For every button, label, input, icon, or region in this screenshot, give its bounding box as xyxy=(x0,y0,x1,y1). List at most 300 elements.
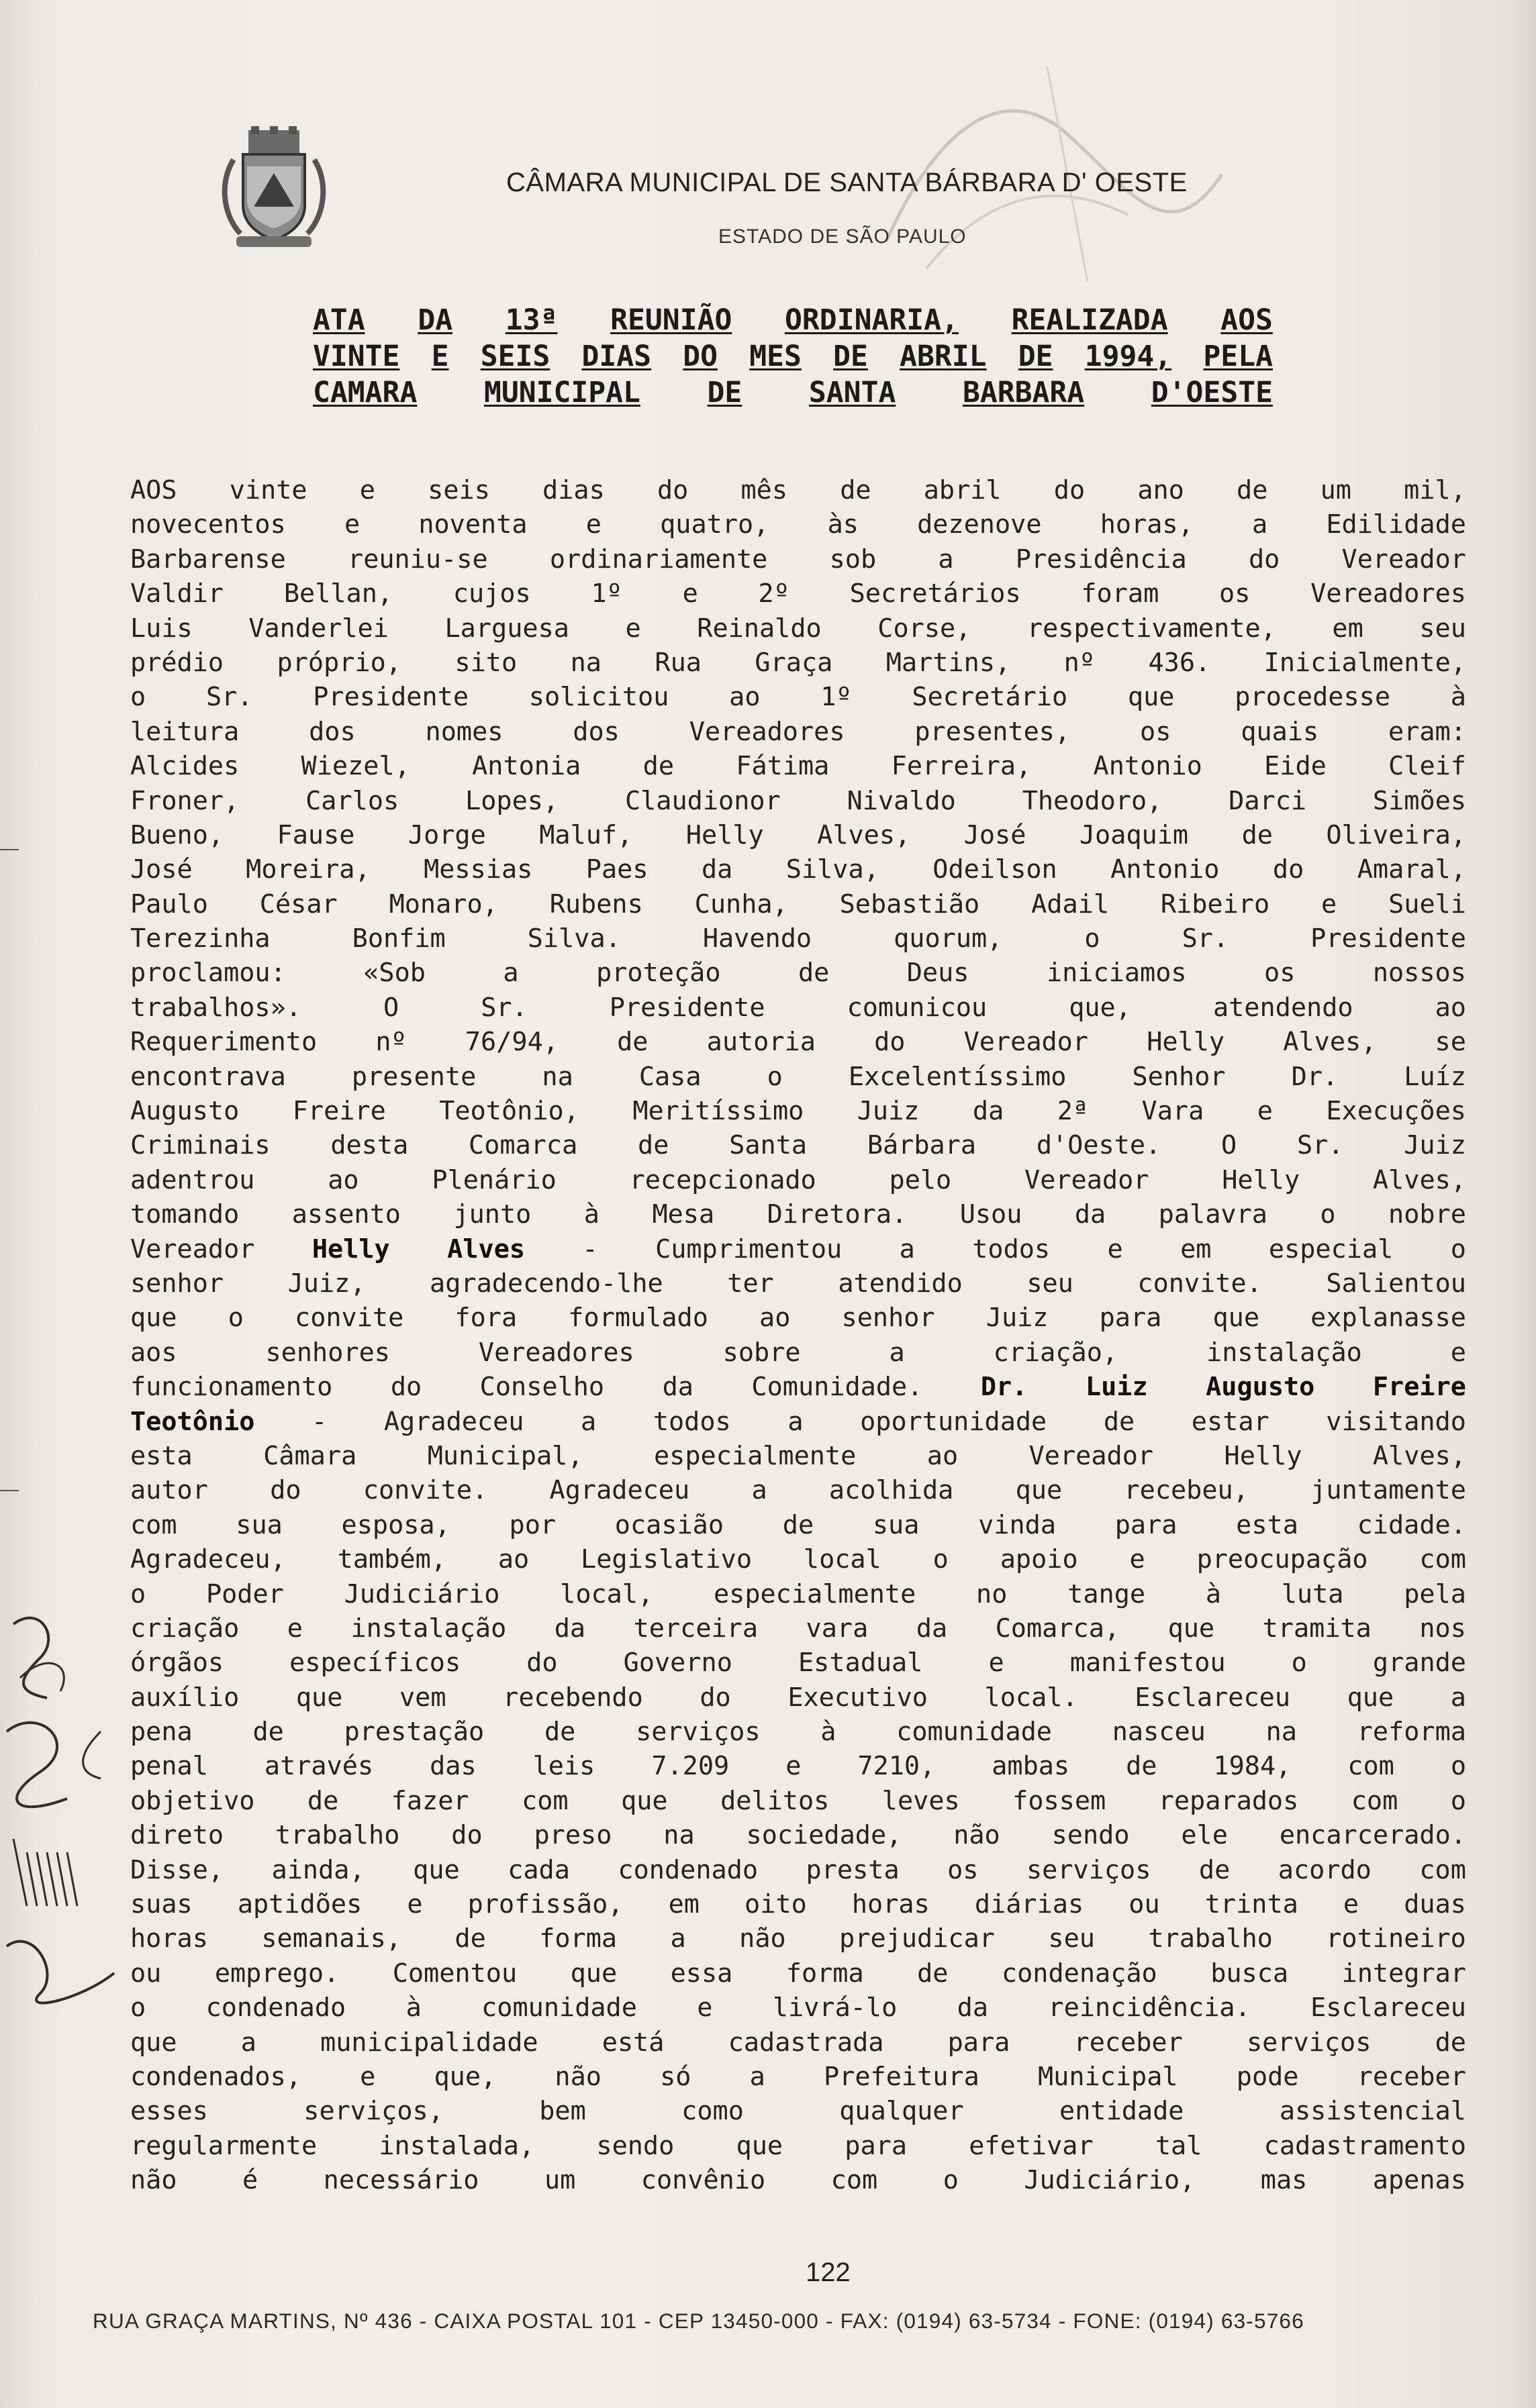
body-word: em xyxy=(1180,1234,1212,1264)
body-word: prestação xyxy=(344,1717,485,1748)
body-word: Esclareceu xyxy=(1310,1993,1466,2023)
body-word: autoria xyxy=(706,1027,816,1058)
body-word: Vereadores xyxy=(1310,579,1466,609)
body-word: que xyxy=(1127,682,1175,713)
body-word: Alves, xyxy=(817,819,911,850)
body-line xyxy=(130,1060,1466,1094)
body-word: Execuções xyxy=(1326,1096,1466,1127)
body-word: Juiz xyxy=(1404,1130,1466,1161)
body-word: seu xyxy=(1026,1268,1073,1299)
body-word: não xyxy=(739,1923,786,1954)
body-word: objetivo xyxy=(130,1785,255,1816)
body-word: aos xyxy=(130,1337,177,1368)
body-word: forma xyxy=(539,1923,618,1954)
body-word: eram: xyxy=(1388,716,1466,747)
body-word: Wiezel, xyxy=(301,751,410,782)
body-word: a xyxy=(581,1406,597,1437)
body-word: Judiciário, xyxy=(1024,2165,1196,2196)
body-word: esposa, xyxy=(341,1509,450,1540)
body-word: Valdir xyxy=(130,579,224,609)
body-word: quatro, xyxy=(660,509,769,540)
body-word: ele xyxy=(1181,1820,1228,1851)
body-word: Dr. xyxy=(980,1372,1028,1403)
body-word: José xyxy=(963,819,1026,850)
title-word: SEIS xyxy=(480,340,550,373)
body-word: Luis xyxy=(130,613,193,644)
body-word: ainda, xyxy=(271,1854,365,1885)
body-word: Antonio xyxy=(1110,854,1220,885)
body-word: Ribeiro xyxy=(1160,889,1270,919)
body-word: cada xyxy=(508,1854,570,1885)
body-word: dezenove xyxy=(917,509,1042,540)
body-word: do xyxy=(874,1027,906,1058)
body-line xyxy=(130,784,1466,818)
body-word: O xyxy=(383,992,399,1023)
body-word: preocupação xyxy=(1196,1544,1368,1575)
body-word: Alves xyxy=(447,1234,526,1264)
body-word: ano xyxy=(1137,475,1184,505)
body-line xyxy=(130,1370,1466,1404)
body-word: Monaro, xyxy=(389,889,498,919)
body-word: atendido xyxy=(838,1268,963,1299)
body-word: a xyxy=(503,958,519,989)
body-word: como xyxy=(681,2096,744,2127)
body-word: de xyxy=(1435,2027,1466,2058)
body-word: a xyxy=(889,1337,905,1368)
body-word: que xyxy=(1347,1682,1394,1713)
title-word: D'OESTE xyxy=(1151,376,1273,409)
body-word: Carlos xyxy=(305,785,399,816)
body-word: esses xyxy=(130,2096,208,2127)
body-word: do xyxy=(1248,544,1280,574)
body-word: Comarca xyxy=(469,1130,578,1161)
body-word: Bárbara xyxy=(867,1130,977,1161)
body-word: Casa xyxy=(638,1061,702,1092)
body-word: terceira xyxy=(633,1613,759,1644)
body-line xyxy=(130,1956,1466,1991)
body-line xyxy=(130,507,1466,542)
body-word: especial xyxy=(1268,1234,1394,1264)
body-word: Cumprimentou xyxy=(655,1234,843,1264)
body-word: que xyxy=(130,1303,177,1334)
body-word: Juiz xyxy=(857,1096,920,1127)
title-word: BARBARA xyxy=(962,376,1085,409)
body-word: 2ª xyxy=(1057,1096,1089,1127)
title-word: ATA xyxy=(313,303,365,337)
body-word: instalada, xyxy=(379,2130,535,2161)
address-footer: RUA GRAÇA MARTINS, Nº 436 - CAIXA POSTAL 101 - CEP 13450-000 - FAX: (0194) 63-5734 - FONE: (0194) 63-5766 xyxy=(93,2309,1304,2333)
body-word: 7210, xyxy=(857,1751,936,1782)
title-word: 1994, xyxy=(1084,340,1172,373)
title-word: DE xyxy=(1018,340,1053,373)
body-word: nos xyxy=(1419,1613,1466,1644)
body-word: abril xyxy=(923,475,1002,505)
body-word: recebendo xyxy=(503,1682,643,1713)
body-word: Sr. xyxy=(205,682,253,713)
body-word: reforma xyxy=(1357,1717,1466,1748)
body-line xyxy=(130,1266,1466,1301)
body-word: integrar xyxy=(1341,1958,1466,1989)
body-word: Antonio xyxy=(1093,751,1202,782)
body-word: assento xyxy=(291,1199,401,1230)
body-word: penal xyxy=(130,1751,208,1782)
body-word: leves xyxy=(881,1785,960,1816)
body-word: efetivar xyxy=(969,2130,1094,2161)
body-line xyxy=(130,1336,1466,1370)
body-word: da xyxy=(957,1993,989,2023)
body-word: Vereador xyxy=(963,1027,1089,1058)
body-word: pelo xyxy=(889,1164,952,1195)
body-word: de xyxy=(544,1717,576,1748)
body-word: dos xyxy=(309,716,356,747)
body-word: assistencial xyxy=(1279,2096,1466,2127)
body-word: a xyxy=(1450,1682,1466,1713)
body-word: Alves, xyxy=(1283,1027,1377,1058)
body-word: do xyxy=(526,1648,558,1678)
minutes-body xyxy=(130,473,1466,2198)
page-number: 122 xyxy=(806,2258,851,2287)
body-word: auxílio xyxy=(130,1682,240,1713)
body-line xyxy=(130,1128,1466,1162)
body-word: sendo xyxy=(1051,1820,1130,1851)
body-word: palavra xyxy=(1158,1199,1267,1230)
body-word: ao xyxy=(926,1440,959,1471)
body-word: não xyxy=(953,1820,1000,1851)
body-word: Moreira, xyxy=(246,854,371,885)
body-word: Presidente xyxy=(1310,923,1466,954)
body-word: Cleif xyxy=(1388,751,1466,782)
body-word: Fause xyxy=(277,819,355,850)
title-word: CAMARA xyxy=(313,376,418,409)
title-word: DE xyxy=(833,340,868,373)
body-word: o xyxy=(1084,923,1100,954)
body-word: sociedade, xyxy=(746,1820,902,1851)
body-word: o xyxy=(1450,1785,1466,1816)
body-word: da xyxy=(701,854,733,885)
body-word: do xyxy=(390,1372,422,1403)
body-word: Agradeceu xyxy=(383,1406,524,1437)
body-line xyxy=(130,1197,1466,1232)
body-word: da xyxy=(554,1613,586,1644)
body-word: Santa xyxy=(729,1130,808,1161)
body-word: Havendo xyxy=(702,923,812,954)
body-word: emprego. xyxy=(214,1958,340,1989)
body-word: às xyxy=(827,509,859,540)
body-word: Judiciário xyxy=(344,1578,500,1609)
title-word: ABRIL xyxy=(900,340,987,373)
title-word: DO xyxy=(683,340,718,373)
body-word: da xyxy=(916,1613,948,1644)
body-word: Rubens xyxy=(549,889,643,919)
body-word: necessário xyxy=(323,2165,479,2196)
body-word: quorum, xyxy=(894,923,1003,954)
body-word: senhores xyxy=(265,1337,390,1368)
body-line xyxy=(130,2129,1466,2163)
body-word: Comarca, xyxy=(995,1613,1120,1644)
body-word: de xyxy=(840,475,871,505)
body-word: Sueli xyxy=(1388,889,1466,919)
body-word: presentes, xyxy=(914,716,1071,747)
body-word: Agradeceu xyxy=(549,1475,690,1506)
body-word: Estadual xyxy=(798,1648,923,1678)
body-word: condenação xyxy=(1001,1958,1157,1989)
body-word: bem xyxy=(539,2096,586,2127)
body-word: o xyxy=(130,1578,146,1609)
body-word: Conselho xyxy=(479,1372,605,1403)
body-word: de xyxy=(782,1509,814,1540)
body-word: Alcides xyxy=(130,751,240,782)
body-word: Juiz, xyxy=(287,1268,366,1299)
body-word: trinta xyxy=(1204,1889,1298,1920)
body-word: reparados xyxy=(1158,1785,1299,1816)
body-word: cidade. xyxy=(1357,1509,1466,1540)
body-word: e xyxy=(1321,889,1337,919)
body-word: César xyxy=(259,889,338,919)
body-word: de xyxy=(798,958,830,989)
body-word: novecentos xyxy=(130,509,286,540)
body-word: sob xyxy=(829,544,877,574)
title-word: REUNIÃO xyxy=(610,303,732,337)
body-word: Sebastião xyxy=(839,889,980,919)
body-word: com xyxy=(1419,1854,1466,1885)
body-word: criação, xyxy=(993,1337,1118,1368)
body-word: Helly xyxy=(1224,1440,1302,1471)
body-word: - xyxy=(311,1406,328,1437)
body-word: Eide xyxy=(1264,751,1327,782)
body-word: Luiz xyxy=(1085,1372,1148,1403)
body-word: vem xyxy=(399,1682,446,1713)
body-word: esta xyxy=(130,1440,193,1471)
body-word: Vereador xyxy=(1028,1440,1154,1471)
body-word: Augusto xyxy=(1206,1372,1315,1403)
body-word: que xyxy=(621,1785,668,1816)
title-word: DIAS xyxy=(581,340,652,373)
body-word: agradecendo-lhe xyxy=(430,1268,663,1299)
body-word: preso xyxy=(534,1820,612,1851)
body-line xyxy=(130,1473,1466,1507)
body-word: Comentou xyxy=(392,1958,518,1989)
body-word: que xyxy=(736,2130,783,2161)
body-word: Alves, xyxy=(1372,1164,1466,1195)
body-word: para xyxy=(1099,1303,1162,1334)
body-word: comunidade xyxy=(481,1993,637,2023)
body-word: proteção xyxy=(596,958,721,989)
body-word: rotineiro xyxy=(1326,1923,1466,1954)
body-word: de xyxy=(1126,1751,1157,1782)
body-word: sua xyxy=(236,1509,283,1540)
body-word: Ferreira, xyxy=(891,751,1032,782)
body-line xyxy=(130,1577,1466,1611)
body-word: Martins, xyxy=(885,647,1011,678)
body-word: Secretários xyxy=(849,579,1021,609)
body-word: Bellan, xyxy=(283,579,393,609)
body-word: e xyxy=(1450,1337,1466,1368)
page-edge-shadow xyxy=(1509,0,1536,2408)
body-word: Comunidade. xyxy=(751,1372,923,1403)
body-word: local. xyxy=(984,1682,1078,1713)
body-word: os xyxy=(1140,716,1171,747)
body-word: nomes xyxy=(425,716,503,747)
body-word: do xyxy=(1053,475,1086,505)
body-word: Deus xyxy=(906,958,969,989)
body-word: tange xyxy=(1067,1578,1146,1609)
body-word: Nivaldo xyxy=(847,785,956,816)
body-word: Helly xyxy=(1147,1027,1225,1058)
body-word: Maluf, xyxy=(539,819,633,850)
body-line xyxy=(130,1715,1466,1749)
body-word: encarcerado. xyxy=(1279,1820,1466,1851)
body-word: 7.209 xyxy=(651,1751,730,1782)
body-word: e xyxy=(360,2061,376,2092)
body-word: Augusto xyxy=(130,1096,240,1127)
body-word: de xyxy=(1103,1406,1135,1437)
body-word: pela xyxy=(1404,1578,1466,1609)
body-word: o xyxy=(1450,1234,1466,1264)
body-word: profissão, xyxy=(467,1889,624,1920)
body-word: que xyxy=(295,1682,343,1713)
body-word: Amaral, xyxy=(1357,854,1466,885)
body-word: 76/94, xyxy=(465,1027,559,1058)
body-word: 2º xyxy=(758,579,789,609)
body-word: junto xyxy=(453,1199,532,1230)
body-word: e xyxy=(359,475,375,505)
body-word: não xyxy=(130,2165,177,2196)
body-word: um xyxy=(1320,475,1351,505)
body-word: Helly xyxy=(685,819,764,850)
body-line xyxy=(130,1749,1466,1783)
body-word: Requerimento xyxy=(130,1027,318,1058)
body-word: José xyxy=(130,854,193,885)
body-word: esta xyxy=(1236,1509,1298,1540)
body-word: presta xyxy=(806,1854,900,1885)
body-line xyxy=(130,1163,1466,1197)
body-line xyxy=(130,1611,1466,1646)
body-word: Cunha, xyxy=(694,889,788,919)
body-word: mil, xyxy=(1404,475,1466,505)
body-word: manifestou xyxy=(1069,1648,1226,1678)
body-word: Vara xyxy=(1141,1096,1204,1127)
body-word: sua xyxy=(872,1509,920,1540)
body-word: Sr. xyxy=(481,992,528,1023)
body-word: na xyxy=(1265,1717,1297,1748)
margin-tick xyxy=(0,1490,19,1491)
body-line xyxy=(130,473,1466,507)
body-word: de xyxy=(252,1717,284,1748)
body-word: proclamou: xyxy=(130,958,286,989)
body-word: um xyxy=(544,2165,576,2196)
body-word: de xyxy=(307,1785,339,1816)
body-line xyxy=(130,646,1466,680)
body-word: oportunidade xyxy=(860,1406,1047,1437)
body-word: trabalho xyxy=(1148,1923,1273,1954)
body-word: em xyxy=(1332,613,1363,644)
body-word: formulado xyxy=(568,1303,708,1334)
title-word: 13ª xyxy=(505,303,558,337)
body-word: ou xyxy=(1129,1889,1160,1920)
body-word: serviços, xyxy=(303,2096,444,2127)
body-word: a xyxy=(749,2061,765,2092)
body-word: Juiz xyxy=(986,1303,1049,1334)
body-word: Froner, xyxy=(130,785,240,816)
title-word: ORDINARIA, xyxy=(785,303,959,337)
body-word: Reinaldo xyxy=(697,613,822,644)
body-word: de xyxy=(1198,1854,1231,1885)
body-word: Odeilson xyxy=(932,854,1057,885)
body-word: para xyxy=(845,2130,907,2161)
body-line xyxy=(130,1542,1466,1576)
body-line xyxy=(130,921,1466,956)
body-word: delitos xyxy=(720,1785,830,1816)
body-word: Governo xyxy=(623,1648,732,1678)
body-word: e xyxy=(585,509,602,540)
body-word: fazer xyxy=(391,1785,469,1816)
body-word: tomando xyxy=(130,1199,240,1230)
body-word: a xyxy=(787,1406,804,1437)
body-word: Helly xyxy=(311,1234,390,1264)
body-word: mas xyxy=(1260,2165,1308,2196)
body-word: sobre xyxy=(722,1337,801,1368)
body-word: tramita xyxy=(1262,1613,1372,1644)
body-word: do xyxy=(451,1820,483,1851)
body-word: Câmara xyxy=(263,1440,357,1471)
body-word: à xyxy=(405,1993,422,2023)
body-word: Vereador xyxy=(1341,544,1466,574)
body-word: serviços xyxy=(1026,1854,1151,1885)
body-word: direto xyxy=(130,1820,224,1851)
body-word: horas xyxy=(130,1923,208,1954)
minutes-title xyxy=(313,302,1273,411)
body-word: Salientou xyxy=(1326,1268,1466,1299)
body-word: Teotônio, xyxy=(439,1096,579,1127)
body-word: por xyxy=(509,1509,557,1540)
body-word: iniciamos xyxy=(1046,958,1187,989)
body-word: o xyxy=(767,1061,783,1092)
body-word: Luíz xyxy=(1404,1061,1466,1092)
body-word: encontrava xyxy=(130,1061,286,1092)
body-line xyxy=(130,1887,1466,1921)
body-word: para xyxy=(947,2027,1010,2058)
body-word: livrá-lo xyxy=(772,1993,898,2023)
body-word: seu xyxy=(1048,1923,1095,1954)
body-word: ao xyxy=(1435,992,1466,1023)
title-line xyxy=(313,338,1273,374)
body-word: duas xyxy=(1404,1889,1466,1920)
body-word: que xyxy=(570,1958,618,1989)
body-word: convênio xyxy=(640,2165,766,2196)
body-word: Helly xyxy=(1222,1164,1300,1195)
body-word: todos xyxy=(653,1406,731,1437)
body-word: Teotônio xyxy=(130,1406,255,1437)
body-word: com xyxy=(1347,1751,1394,1782)
body-word: 1984, xyxy=(1213,1751,1292,1782)
body-word: é xyxy=(242,2165,258,2196)
body-word: vara xyxy=(806,1613,869,1644)
body-word: e xyxy=(344,509,361,540)
body-word: de xyxy=(642,751,674,782)
body-line xyxy=(130,1508,1466,1542)
body-word: leitura xyxy=(130,716,240,747)
body-word: Executivo xyxy=(787,1682,928,1713)
body-word: reincidência. xyxy=(1048,1993,1251,2023)
body-word: o xyxy=(130,682,146,713)
body-word: Vanderlei xyxy=(248,613,389,644)
body-word: autor xyxy=(130,1475,208,1506)
body-word: suas xyxy=(130,1889,193,1920)
body-word: para xyxy=(1114,1509,1178,1540)
body-word: Plenário xyxy=(432,1164,557,1195)
body-word: dos xyxy=(573,716,620,747)
body-line xyxy=(130,715,1466,749)
